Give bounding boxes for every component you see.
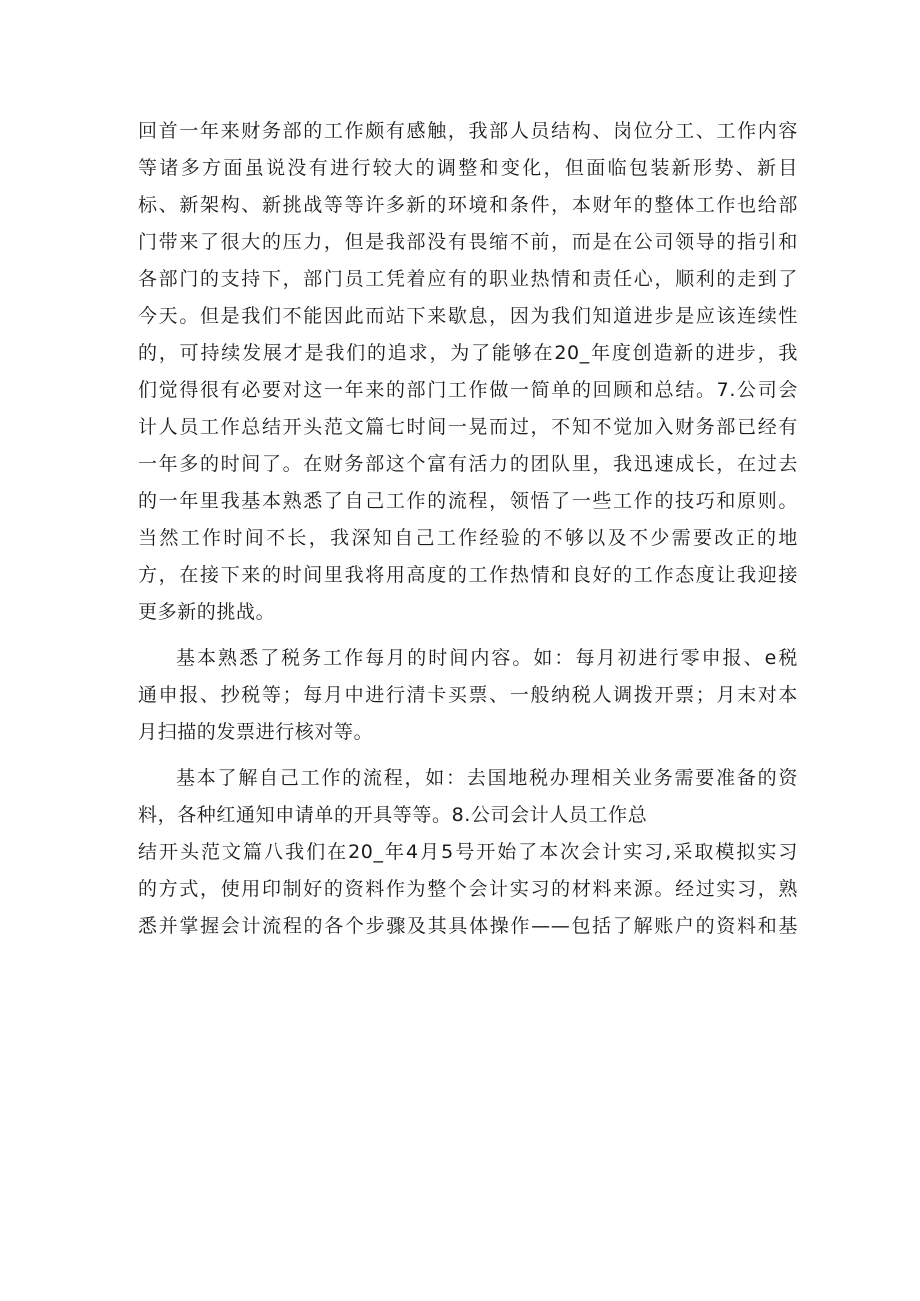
text-line: 的一年里我基本熟悉了自己工作的流程，领悟了一些工作的技巧和原则。 <box>138 490 798 512</box>
text-line: 通申报、抄税等；每月中进行清卡买票、一般纳税人调拨开票；月末对本 <box>138 684 798 706</box>
text-line: 基本熟悉了税务工作每月的时间内容。如：每月初进行零申报、e税 <box>176 647 798 669</box>
text-line: 当然工作时间不长，我深知自己工作经验的不够以及不少需要改正的地 <box>138 527 798 549</box>
text-line: 月扫描的发票进行核对等。 <box>138 721 374 743</box>
text-line: 各部门的支持下，部门员工凭着应有的职业热情和责任心，顺利的走到了 <box>138 268 798 290</box>
text-line: 更多新的挑战。 <box>138 601 276 623</box>
text-line: 一年多的时间了。在财务部这个富有活力的团队里，我迅速成长，在过去 <box>138 453 798 475</box>
paragraph-2 <box>138 640 798 751</box>
text-line: 等诸多方面虽说没有进行较大的调整和变化，但面临包装新形势、新目 <box>138 157 798 179</box>
text-line: 悉并掌握会计流程的各个步骤及其具体操作——包括了解账户的资料和基 <box>138 915 798 937</box>
text-line: 门带来了很大的压力，但是我部没有畏缩不前，而是在公司领导的指引和 <box>138 231 798 253</box>
text-line: 结开头范文篇八我们在20_年4月5号开始了本次会计实习,采取模拟实习 <box>138 841 798 863</box>
text-line: 回首一年来财务部的工作颇有感触，我部人员结构、岗位分工、工作内容 <box>138 120 798 142</box>
text-line: 标、新架构、新挑战等等许多新的环境和条件，本财年的整体工作也给部 <box>138 194 798 216</box>
text-line: 计人员工作总结开头范文篇七时间一晃而过，不知不觉加入财务部已经有 <box>138 416 798 438</box>
paragraph-3 <box>138 760 798 834</box>
paragraph-1 <box>138 113 798 631</box>
text-line: 方，在接下来的时间里我将用高度的工作热情和良好的工作态度让我迎接 <box>138 564 798 586</box>
text-line: 基本了解自己工作的流程，如：去国地税办理相关业务需要准备的资 <box>176 767 798 789</box>
text-line: 们觉得很有必要对这一年来的部门工作做一简单的回顾和总结。7.公司会 <box>138 379 798 401</box>
text-line: 的，可持续发展才是我们的追求，为了能够在20_年度创造新的进步，我 <box>138 342 798 364</box>
document-body <box>138 113 798 945</box>
text-line: 料，各种红通知申请单的开具等等。8.公司会计人员工作总 <box>138 804 648 826</box>
paragraph-4 <box>138 834 798 945</box>
text-line: 今天。但是我们不能因此而站下来歇息，因为我们知道进步是应该连续性 <box>138 305 798 327</box>
text-line: 的方式，使用印制好的资料作为整个会计实习的材料来源。经过实习，熟 <box>138 878 798 900</box>
